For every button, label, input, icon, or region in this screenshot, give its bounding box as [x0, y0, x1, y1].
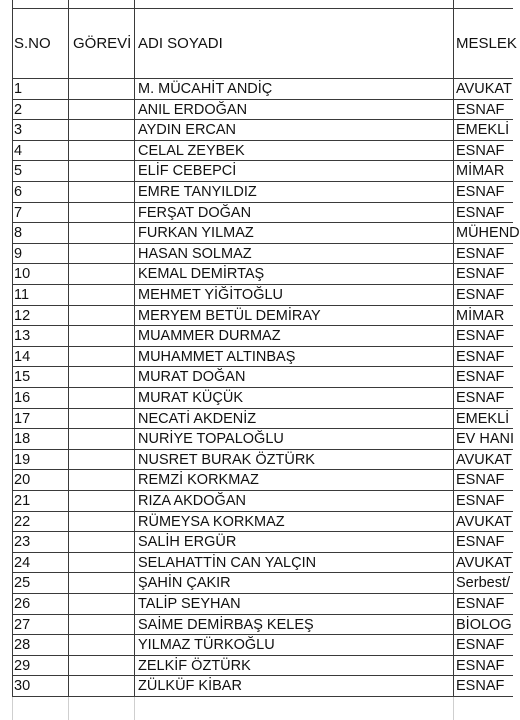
cell-meslek: AVUKAT — [456, 514, 512, 530]
cell-sno: 17 — [14, 411, 31, 427]
col-border-left — [12, 0, 13, 696]
cell-sno: 6 — [14, 184, 23, 200]
cell-adi-soyadi: ZÜLKÜF KİBAR — [138, 678, 242, 694]
cell-meslek: ESNAF — [456, 596, 505, 612]
cell-sno: 8 — [14, 225, 23, 241]
cell-meslek: MÜHEND — [456, 225, 520, 241]
header-meslek: MESLEK — [456, 35, 517, 52]
cell-sno: 16 — [14, 390, 31, 406]
cell-meslek: AVUKAT — [456, 555, 512, 571]
cell-sno: 11 — [14, 287, 30, 303]
col-border-meslek — [453, 0, 454, 696]
cell-adi-soyadi: HASAN SOLMAZ — [138, 246, 252, 262]
gridline — [68, 696, 69, 720]
cell-meslek: ESNAF — [456, 266, 505, 282]
cell-sno: 27 — [14, 617, 31, 633]
cell-sno: 26 — [14, 596, 31, 612]
row-border — [12, 140, 513, 141]
cell-adi-soyadi: YILMAZ TÜRKOĞLU — [138, 637, 275, 653]
cell-sno: 25 — [14, 575, 31, 591]
cell-meslek: ESNAF — [456, 534, 505, 550]
row-border — [12, 387, 513, 388]
cell-adi-soyadi: AYDIN ERCAN — [138, 122, 237, 138]
header-gorevi: GÖREVİ — [73, 35, 132, 52]
cell-sno: 22 — [14, 514, 31, 530]
cell-adi-soyadi: NUSRET BURAK ÖZTÜRK — [138, 452, 315, 468]
cell-sno: 19 — [14, 452, 31, 468]
cell-adi-soyadi: MERYEM BETÜL DEMİRAY — [138, 308, 321, 324]
row-border — [12, 181, 513, 182]
cell-adi-soyadi: MUAMMER DURMAZ — [138, 328, 281, 344]
cell-sno: 2 — [14, 102, 23, 118]
row-border — [12, 408, 513, 409]
cell-adi-soyadi: RÜMEYSA KORKMAZ — [138, 514, 285, 530]
cell-adi-soyadi: SAİME DEMİRBAŞ KELEŞ — [138, 617, 314, 633]
cell-sno: 3 — [14, 122, 23, 138]
cell-sno: 20 — [14, 472, 31, 488]
cell-sno: 1 — [14, 81, 23, 97]
cell-meslek: ESNAF — [456, 143, 505, 159]
cell-adi-soyadi: FURKAN YILMAZ — [138, 225, 254, 241]
header-sno: S.NO — [14, 35, 51, 52]
col-border-name — [134, 0, 135, 696]
cell-sno: 30 — [14, 678, 31, 694]
row-border — [12, 243, 513, 244]
gridline — [453, 696, 454, 720]
cell-adi-soyadi: REMZİ KORKMAZ — [138, 472, 259, 488]
cell-adi-soyadi: KEMAL DEMİRTAŞ — [138, 266, 265, 282]
cell-meslek: ESNAF — [456, 184, 505, 200]
cell-meslek: ESNAF — [456, 658, 505, 674]
cell-adi-soyadi: NECATİ AKDENİZ — [138, 411, 257, 427]
cell-sno: 4 — [14, 143, 23, 159]
cell-meslek: ESNAF — [456, 102, 505, 118]
cell-adi-soyadi: SALİH ERGÜR — [138, 534, 237, 550]
row-border — [12, 160, 513, 161]
cell-adi-soyadi: ZELKİF ÖZTÜRK — [138, 658, 251, 674]
cell-meslek: BİOLOG — [456, 617, 512, 633]
cell-adi-soyadi: SELAHATTİN CAN YALÇIN — [138, 555, 317, 571]
cell-adi-soyadi: ŞAHİN ÇAKIR — [138, 575, 231, 591]
cell-adi-soyadi: CELAL ZEYBEK — [138, 143, 245, 159]
row-border — [12, 222, 513, 223]
cell-meslek: ESNAF — [456, 637, 505, 653]
cell-adi-soyadi: MURAT KÜÇÜK — [138, 390, 243, 406]
row-border — [12, 490, 513, 491]
cell-sno: 15 — [14, 369, 31, 385]
cell-meslek: Serbest/ — [456, 575, 510, 591]
cell-sno: 21 — [14, 493, 31, 509]
header-adi-soyadi: ADI SOYADI — [138, 35, 223, 52]
cell-meslek: ESNAF — [456, 205, 505, 221]
cell-meslek: EMEKLİ — [456, 411, 510, 427]
row-border — [12, 202, 513, 203]
cell-sno: 18 — [14, 431, 31, 447]
cell-sno: 5 — [14, 163, 23, 179]
gridline — [134, 696, 135, 720]
cell-adi-soyadi: FERŞAT DOĞAN — [138, 205, 252, 221]
row-border-top — [12, 8, 513, 9]
cell-sno: 23 — [14, 534, 31, 550]
cell-sno: 12 — [14, 308, 31, 324]
cell-meslek: ESNAF — [456, 390, 505, 406]
cell-adi-soyadi: TALİP SEYHAN — [138, 596, 241, 612]
cell-meslek: MİMAR — [456, 163, 505, 179]
cell-meslek: MİMAR — [456, 308, 505, 324]
row-border — [12, 119, 513, 120]
cell-meslek: ESNAF — [456, 369, 505, 385]
cell-sno: 13 — [14, 328, 31, 344]
cell-meslek: AVUKAT — [456, 81, 512, 97]
cell-adi-soyadi: EMRE TANYILDIZ — [138, 184, 257, 200]
cell-sno: 9 — [14, 246, 23, 262]
row-border — [12, 675, 513, 676]
cell-adi-soyadi: ELİF CEBEPCİ — [138, 163, 237, 179]
cut-off-top-row — [0, 0, 513, 6]
cell-meslek: EMEKLİ — [456, 122, 510, 138]
cell-adi-soyadi: MUHAMMET ALTINBAŞ — [138, 349, 296, 365]
cell-meslek: ESNAF — [456, 328, 505, 344]
cell-meslek: EV HANI — [456, 431, 515, 447]
cell-adi-soyadi: M. MÜCAHİT ANDİÇ — [138, 81, 273, 97]
col-border-gorevi — [68, 0, 69, 696]
cell-meslek: ESNAF — [456, 246, 505, 262]
cell-meslek: ESNAF — [456, 678, 505, 694]
cell-adi-soyadi: MEHMET YİĞİTOĞLU — [138, 287, 284, 303]
gridline — [12, 696, 13, 720]
cell-sno: 14 — [14, 349, 31, 365]
cell-meslek: ESNAF — [456, 472, 505, 488]
cell-meslek: ESNAF — [456, 287, 505, 303]
cell-sno: 7 — [14, 205, 23, 221]
cell-sno: 28 — [14, 637, 31, 653]
cell-sno: 24 — [14, 555, 31, 571]
cell-adi-soyadi: ANIL ERDOĞAN — [138, 102, 248, 118]
cell-meslek: AVUKAT — [456, 452, 512, 468]
cell-meslek: ESNAF — [456, 349, 505, 365]
row-border — [12, 655, 513, 656]
cell-sno: 10 — [14, 266, 31, 282]
cell-adi-soyadi: RIZA AKDOĞAN — [138, 493, 246, 509]
row-border — [12, 696, 513, 697]
cell-meslek: ESNAF — [456, 493, 505, 509]
cell-sno: 29 — [14, 658, 31, 674]
row-border — [12, 99, 513, 100]
cell-adi-soyadi: NURİYE TOPALOĞLU — [138, 431, 284, 447]
cell-adi-soyadi: MURAT DOĞAN — [138, 369, 246, 385]
row-border — [12, 593, 513, 594]
